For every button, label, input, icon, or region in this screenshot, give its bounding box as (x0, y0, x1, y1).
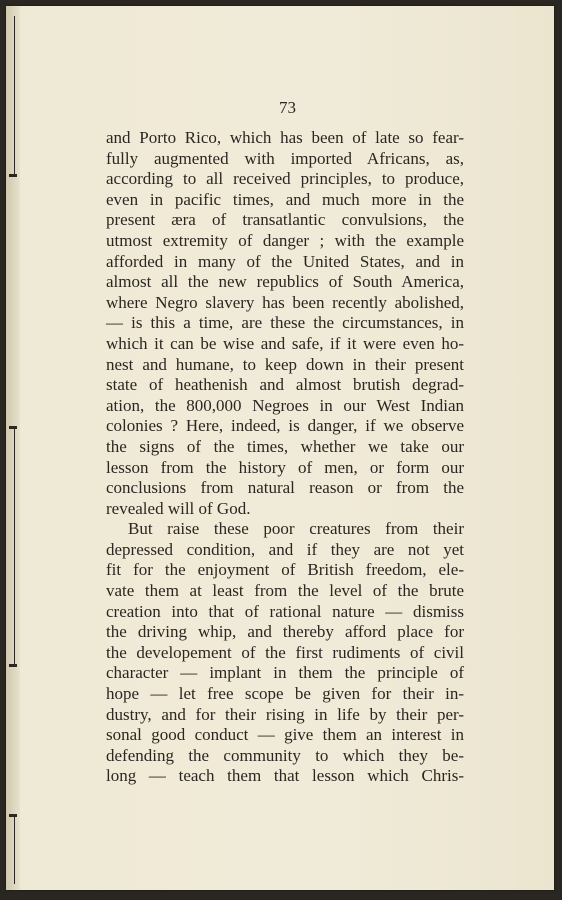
text-line: the developement of the first rudiments of civil (106, 642, 464, 662)
text-line: almost all the new republics of South America, (106, 272, 464, 292)
binding-stitch (9, 814, 17, 817)
text-line: ation, the 800,000 Negroes in our West Indian (106, 395, 464, 415)
binding-thread (14, 814, 15, 884)
text-line: and Porto Rico, which has been of late so fear- (106, 128, 464, 147)
text-line: conclusions from natural reason or from the (106, 478, 464, 498)
text-line: lesson from the history of men, or form our (106, 457, 464, 477)
text-line: defending the community to which they be- (106, 745, 464, 765)
text-line: the driving whip, and thereby afford place for (106, 622, 464, 642)
binding-thread (14, 426, 15, 666)
body-text (106, 128, 464, 787)
binding-stitch (9, 426, 17, 429)
text-line: the signs of the times, whether we take our (106, 436, 464, 456)
text-line: where Negro slavery has been recently abolished, (106, 292, 464, 312)
text-line: state of heathenish and almost brutish degrad- (106, 375, 464, 395)
text-line: vate them at least from the level of the brute (106, 581, 464, 601)
text-line: creation into that of rational nature — dismiss (106, 601, 464, 621)
text-line: revealed will of God. (106, 498, 251, 518)
text-line: afforded in many of the United States, and in (106, 251, 464, 271)
text-line: — is this a time, are these the circumstances, in (106, 313, 464, 333)
text-line: according to all received principles, to produce, (106, 169, 464, 189)
binding-thread (14, 16, 15, 176)
book-page (6, 6, 554, 890)
text-line: present æra of transatlantic convulsions, the (106, 210, 464, 230)
text-line: character — implant in them the principle of (106, 663, 464, 683)
text-line: even in pacific times, and much more in the (106, 189, 464, 209)
text-line: dustry, and for their rising in life by their per- (106, 704, 464, 724)
text-line: which it can be wise and safe, if it were even ho- (106, 333, 464, 353)
text-line: hope — let free scope be given for their in- (106, 684, 464, 704)
binding-stitch (9, 664, 17, 667)
text-line: utmost extremity of danger ; with the example (106, 230, 464, 250)
text-line: nest and humane, to keep down in their present (106, 354, 464, 374)
text-line: fully augmented with imported Africans, as, (106, 148, 464, 168)
paragraph (106, 519, 464, 787)
text-line: depressed condition, and if they are not yet (106, 539, 464, 559)
page-number: 73 (279, 98, 296, 117)
text-line: sonal good conduct — give them an interest in (106, 725, 464, 745)
text-line: long — teach them that lesson which Chris- (106, 766, 464, 786)
text-line: fit for the enjoyment of British freedom, ele- (106, 560, 464, 580)
text-line: colonies ? Here, indeed, is danger, if we observe (106, 416, 464, 436)
paragraph (106, 128, 464, 519)
page-gutter (6, 6, 20, 890)
text-line: But raise these poor creatures from their (128, 519, 464, 539)
binding-stitch (9, 174, 17, 177)
